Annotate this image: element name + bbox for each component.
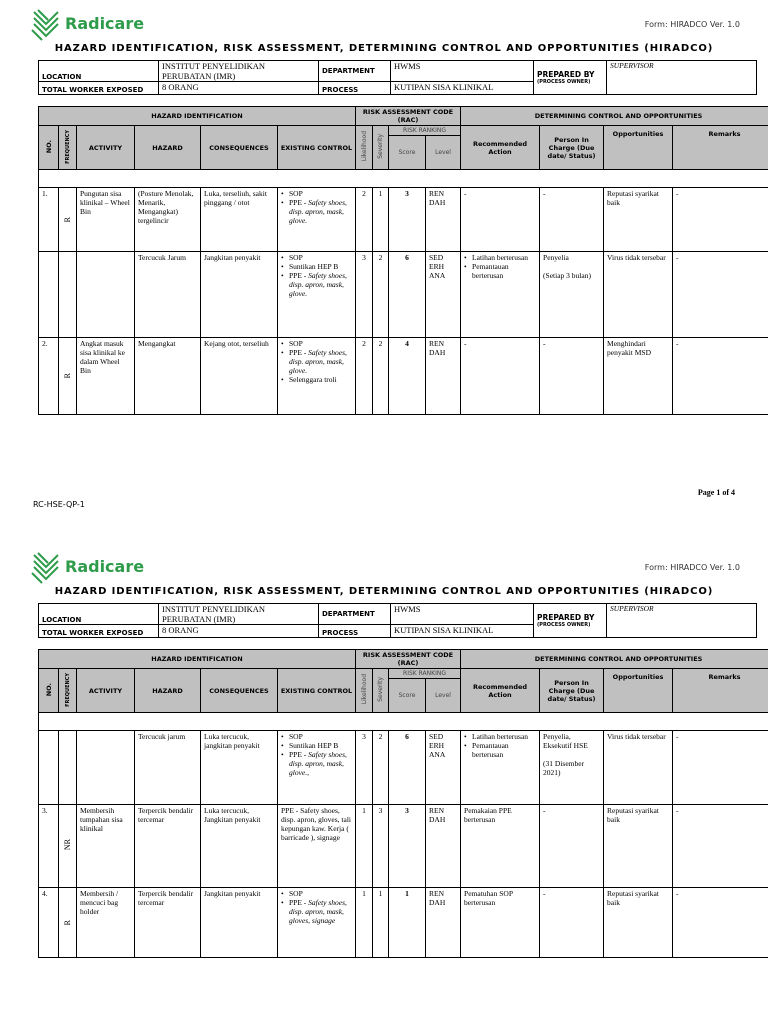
- row-existing-control: [278, 188, 356, 252]
- row-existing-control: [278, 338, 356, 415]
- row-score: 6: [389, 731, 426, 805]
- workers-value: 8 ORANG: [159, 625, 319, 638]
- location-label: LOCATION: [39, 604, 159, 625]
- row-recommended-action: Pematuhan SOP berterusan: [461, 888, 540, 958]
- row-severity: 2: [373, 338, 389, 415]
- risk-ranking-header: RISK RANKING: [389, 126, 461, 136]
- row-activity: [77, 252, 135, 338]
- info-table: [38, 60, 757, 95]
- prepared-by-value: SUPERVISOR: [607, 61, 757, 95]
- row-score: 4: [389, 338, 426, 415]
- row-level: REN DAH: [426, 338, 461, 415]
- process-value: KUTIPAN SISA KLINIKAL: [391, 82, 534, 95]
- radicare-leaf-icon: [30, 8, 62, 42]
- consequences-header: CONSEQUENCES: [201, 126, 278, 170]
- no-header: NO.: [39, 126, 59, 170]
- row-existing-control: [278, 731, 356, 805]
- score-header: Score: [389, 679, 426, 713]
- rac-header: RISK ASSESSMENT CODE (RAC): [356, 107, 461, 126]
- row-likelihood: 3: [356, 252, 373, 338]
- control-list: [281, 253, 352, 298]
- existing-control-header: EXISTING CONTROL: [278, 126, 356, 170]
- row-severity: 2: [373, 252, 389, 338]
- row-level: REN DAH: [426, 888, 461, 958]
- row-level: SED ERH ANA: [426, 731, 461, 805]
- frequency-header: FREQUENCY: [59, 126, 77, 170]
- control-item: • Suntikan HEP B: [281, 741, 352, 750]
- existing-control-header: EXISTING CONTROL: [278, 669, 356, 713]
- row-frequency: R: [59, 188, 77, 252]
- row-opportunities: Reputasi syarikat baik: [604, 888, 673, 958]
- prepared-by-value: SUPERVISOR: [607, 604, 757, 638]
- row-frequency: R: [59, 888, 77, 958]
- hiradco-table: [38, 106, 768, 415]
- radicare-logo: [30, 8, 190, 46]
- row-number: 2.: [39, 338, 59, 415]
- row-remarks: -: [673, 252, 768, 338]
- table-row: [39, 888, 768, 958]
- workers-label: TOTAL WORKER EXPOSED: [39, 82, 159, 95]
- process-label: PROCESS: [319, 625, 391, 638]
- row-likelihood: 1: [356, 888, 373, 958]
- row-person-in-charge: -: [540, 338, 604, 415]
- row-opportunities: Menghindari penyakit MSD: [604, 338, 673, 415]
- form-version: Form: HIRADCO Ver. 1.0: [644, 563, 740, 572]
- info-table: [38, 603, 757, 638]
- row-likelihood: 2: [356, 338, 373, 415]
- workers-label: TOTAL WORKER EXPOSED: [39, 625, 159, 638]
- row-hazard: Terpercik bendalir tercemar: [135, 805, 201, 888]
- determining-control-header: DETERMINING CONTROL AND OPPORTUNITIES: [461, 650, 768, 669]
- control-item: • Selenggara troli: [281, 375, 352, 384]
- radicare-logo: [30, 551, 190, 589]
- prepared-by-label: PREPARED BY (PROCESS OWNER): [534, 61, 607, 95]
- workers-value: 8 ORANG: [159, 82, 319, 95]
- consequences-header: CONSEQUENCES: [201, 669, 278, 713]
- row-level: REN DAH: [426, 805, 461, 888]
- control-item: • SOP: [281, 732, 352, 741]
- document-page-2: [0, 551, 768, 1021]
- row-level: REN DAH: [426, 188, 461, 252]
- hazard-identification-header: HAZARD IDENTIFICATION: [39, 107, 356, 126]
- department-label: DEPARTMENT: [319, 604, 391, 625]
- table-row: [39, 805, 768, 888]
- table-row: [39, 731, 768, 805]
- row-activity: Angkat masuk sisa klinikal ke dalam Wheel Bin: [77, 338, 135, 415]
- risk-ranking-header: RISK RANKING: [389, 669, 461, 679]
- row-consequences: Luka tercucuk, Jangkitan penyakit: [201, 805, 278, 888]
- process-value: KUTIPAN SISA KLINIKAL: [391, 625, 534, 638]
- row-hazard: Terpercik bendalir tercemar: [135, 888, 201, 958]
- document-title: HAZARD IDENTIFICATION, RISK ASSESSMENT, DETERMINING CONTROL AND OPPORTUNITIES (HIRADCO): [54, 586, 714, 597]
- row-hazard: Mengangkat: [135, 338, 201, 415]
- row-severity: 2: [373, 731, 389, 805]
- row-frequency: [59, 731, 77, 805]
- row-person-in-charge: Penyelia (Setiap 3 bulan): [540, 252, 604, 338]
- row-number: 4.: [39, 888, 59, 958]
- control-text: PPE - Safety shoes, disp. apron, gloves, tali kepungan kaw. Kerja ( barricade ), signage: [281, 806, 351, 842]
- document-page-1: [0, 8, 768, 509]
- row-severity: 3: [373, 805, 389, 888]
- row-hazard: Tercucuk Jarum: [135, 252, 201, 338]
- score-header: Score: [389, 136, 426, 170]
- opportunities-header: Opportunities: [604, 126, 673, 170]
- table-row: [39, 252, 768, 338]
- row-activity: Membersih / mencuci bag holder: [77, 888, 135, 958]
- recommended-item: • Latihan berterusan: [464, 253, 536, 262]
- row-existing-control: [278, 888, 356, 958]
- row-remarks: -: [673, 888, 768, 958]
- row-remarks: -: [673, 338, 768, 415]
- recommended-action-header: Recommended Action: [461, 669, 540, 713]
- row-recommended-action: [461, 731, 540, 805]
- row-remarks: -: [673, 188, 768, 252]
- likelihood-header: Likelihood: [356, 669, 373, 713]
- footer-page-number: Page 1 of 4: [697, 488, 735, 497]
- rac-header: RISK ASSESSMENT CODE (RAC): [356, 650, 461, 669]
- control-item: • Suntikan HEP B: [281, 262, 352, 271]
- row-level: SED ERH ANA: [426, 252, 461, 338]
- control-item: • PPE - Safety shoes, disp. apron, mask, glove.: [281, 348, 352, 375]
- row-activity: Pungutan sisa klinikal – Wheel Bin: [77, 188, 135, 252]
- row-remarks: -: [673, 731, 768, 805]
- department-label: DEPARTMENT: [319, 61, 391, 82]
- likelihood-header: Likelihood: [356, 126, 373, 170]
- location-value: INSTITUT PENYELIDIKAN PERUBATAN (IMR): [159, 61, 319, 82]
- process-label: PROCESS: [319, 82, 391, 95]
- recommended-list: [464, 732, 536, 759]
- row-consequences: Luka tercucuk, jangkitan penyakit: [201, 731, 278, 805]
- recommended-item: • Pemantauan berterusan: [464, 741, 536, 759]
- control-item: • PPE - Safety shoes, disp. apron, mask, glove.: [281, 198, 352, 225]
- control-item: • SOP: [281, 339, 352, 348]
- level-header: Level: [426, 136, 461, 170]
- row-hazard: Tercucuk jarum: [135, 731, 201, 805]
- row-person-in-charge: -: [540, 805, 604, 888]
- row-likelihood: 2: [356, 188, 373, 252]
- form-version: Form: HIRADCO Ver. 1.0: [644, 20, 740, 29]
- severity-header: Severity: [373, 126, 389, 170]
- control-item: • SOP: [281, 253, 352, 262]
- department-value: HWMS: [391, 61, 534, 82]
- row-recommended-action: -: [461, 338, 540, 415]
- row-recommended-action: Pemakaian PPE berterusan: [461, 805, 540, 888]
- control-item: • PPE - Safety shoes, disp. apron, mask, glove.: [281, 271, 352, 298]
- radicare-leaf-icon: [30, 551, 62, 585]
- row-opportunities: Reputasi syarikat baik: [604, 805, 673, 888]
- control-list: [281, 339, 352, 384]
- recommended-item: • Latihan berterusan: [464, 732, 536, 741]
- row-consequences: Luka, terseliuh, sakit pinggang / otot: [201, 188, 278, 252]
- row-existing-control: [278, 805, 356, 888]
- control-list: [281, 189, 352, 225]
- row-score: 1: [389, 888, 426, 958]
- row-score: 3: [389, 188, 426, 252]
- footer-doc-code: RC-HSE-QP-1: [33, 500, 85, 509]
- severity-header: Severity: [373, 669, 389, 713]
- no-header: NO.: [39, 669, 59, 713]
- row-consequences: Kejang otot, terseliuh: [201, 338, 278, 415]
- row-likelihood: 1: [356, 805, 373, 888]
- row-remarks: -: [673, 805, 768, 888]
- document-title: HAZARD IDENTIFICATION, RISK ASSESSMENT, DETERMINING CONTROL AND OPPORTUNITIES (HIRADCO): [54, 43, 714, 54]
- row-consequences: Jangkitan penyakit: [201, 888, 278, 958]
- row-consequences: Jangkitan penyakit: [201, 252, 278, 338]
- row-opportunities: Virus tidak tersebar: [604, 252, 673, 338]
- row-existing-control: [278, 252, 356, 338]
- control-list: [281, 889, 352, 925]
- row-score: 3: [389, 805, 426, 888]
- row-activity: [77, 731, 135, 805]
- row-frequency: NR: [59, 805, 77, 888]
- row-likelihood: 3: [356, 731, 373, 805]
- row-number: 3.: [39, 805, 59, 888]
- spacer-row: [39, 713, 768, 731]
- table-row: [39, 188, 768, 252]
- row-score: 6: [389, 252, 426, 338]
- remarks-header: Remarks: [673, 126, 768, 170]
- table-row: [39, 338, 768, 415]
- row-number: 1.: [39, 188, 59, 252]
- logo-text: Radicare: [65, 14, 145, 33]
- person-in-charge-header: Person In Charge (Due date/ Status): [540, 669, 604, 713]
- row-person-in-charge: -: [540, 888, 604, 958]
- level-header: Level: [426, 679, 461, 713]
- row-hazard: (Posture Menolak, Menarik, Mengangkat) tergelincir: [135, 188, 201, 252]
- row-person-in-charge: -: [540, 188, 604, 252]
- row-severity: 1: [373, 188, 389, 252]
- control-item: • PPE - Safety shoes, disp. apron, mask, glove.,: [281, 750, 352, 777]
- row-recommended-action: [461, 252, 540, 338]
- spacer-row: [39, 170, 768, 188]
- activity-header: ACTIVITY: [77, 126, 135, 170]
- row-opportunities: Virus tidak tersebar: [604, 731, 673, 805]
- determining-control-header: DETERMINING CONTROL AND OPPORTUNITIES: [461, 107, 768, 126]
- recommended-item: • Pemantauan berterusan: [464, 262, 536, 280]
- row-number: [39, 252, 59, 338]
- control-item: • SOP: [281, 189, 352, 198]
- control-list: [281, 732, 352, 777]
- logo-text: Radicare: [65, 557, 145, 576]
- control-item: • PPE - Safety shoes, disp. apron, mask, gloves, signage: [281, 898, 352, 925]
- row-person-in-charge: Penyelia, Eksekutif HSE (31 Disember 2021): [540, 731, 604, 805]
- hazard-header: HAZARD: [135, 126, 201, 170]
- row-frequency: [59, 252, 77, 338]
- hazard-identification-header: HAZARD IDENTIFICATION: [39, 650, 356, 669]
- row-opportunities: Reputasi syarikat baik: [604, 188, 673, 252]
- row-recommended-action: -: [461, 188, 540, 252]
- row-activity: Membersih tumpahan sisa klinikal: [77, 805, 135, 888]
- row-severity: 1: [373, 888, 389, 958]
- department-value: HWMS: [391, 604, 534, 625]
- recommended-action-header: Recommended Action: [461, 126, 540, 170]
- row-number: [39, 731, 59, 805]
- row-frequency: R: [59, 338, 77, 415]
- control-item: • SOP: [281, 889, 352, 898]
- remarks-header: Remarks: [673, 669, 768, 713]
- hiradco-table: [38, 649, 768, 958]
- person-in-charge-header: Person In Charge (Due date/ Status): [540, 126, 604, 170]
- prepared-by-label: PREPARED BY (PROCESS OWNER): [534, 604, 607, 638]
- frequency-header: FREQUENCY: [59, 669, 77, 713]
- opportunities-header: Opportunities: [604, 669, 673, 713]
- location-label: LOCATION: [39, 61, 159, 82]
- location-value: INSTITUT PENYELIDIKAN PERUBATAN (IMR): [159, 604, 319, 625]
- hazard-header: HAZARD: [135, 669, 201, 713]
- activity-header: ACTIVITY: [77, 669, 135, 713]
- recommended-list: [464, 253, 536, 280]
